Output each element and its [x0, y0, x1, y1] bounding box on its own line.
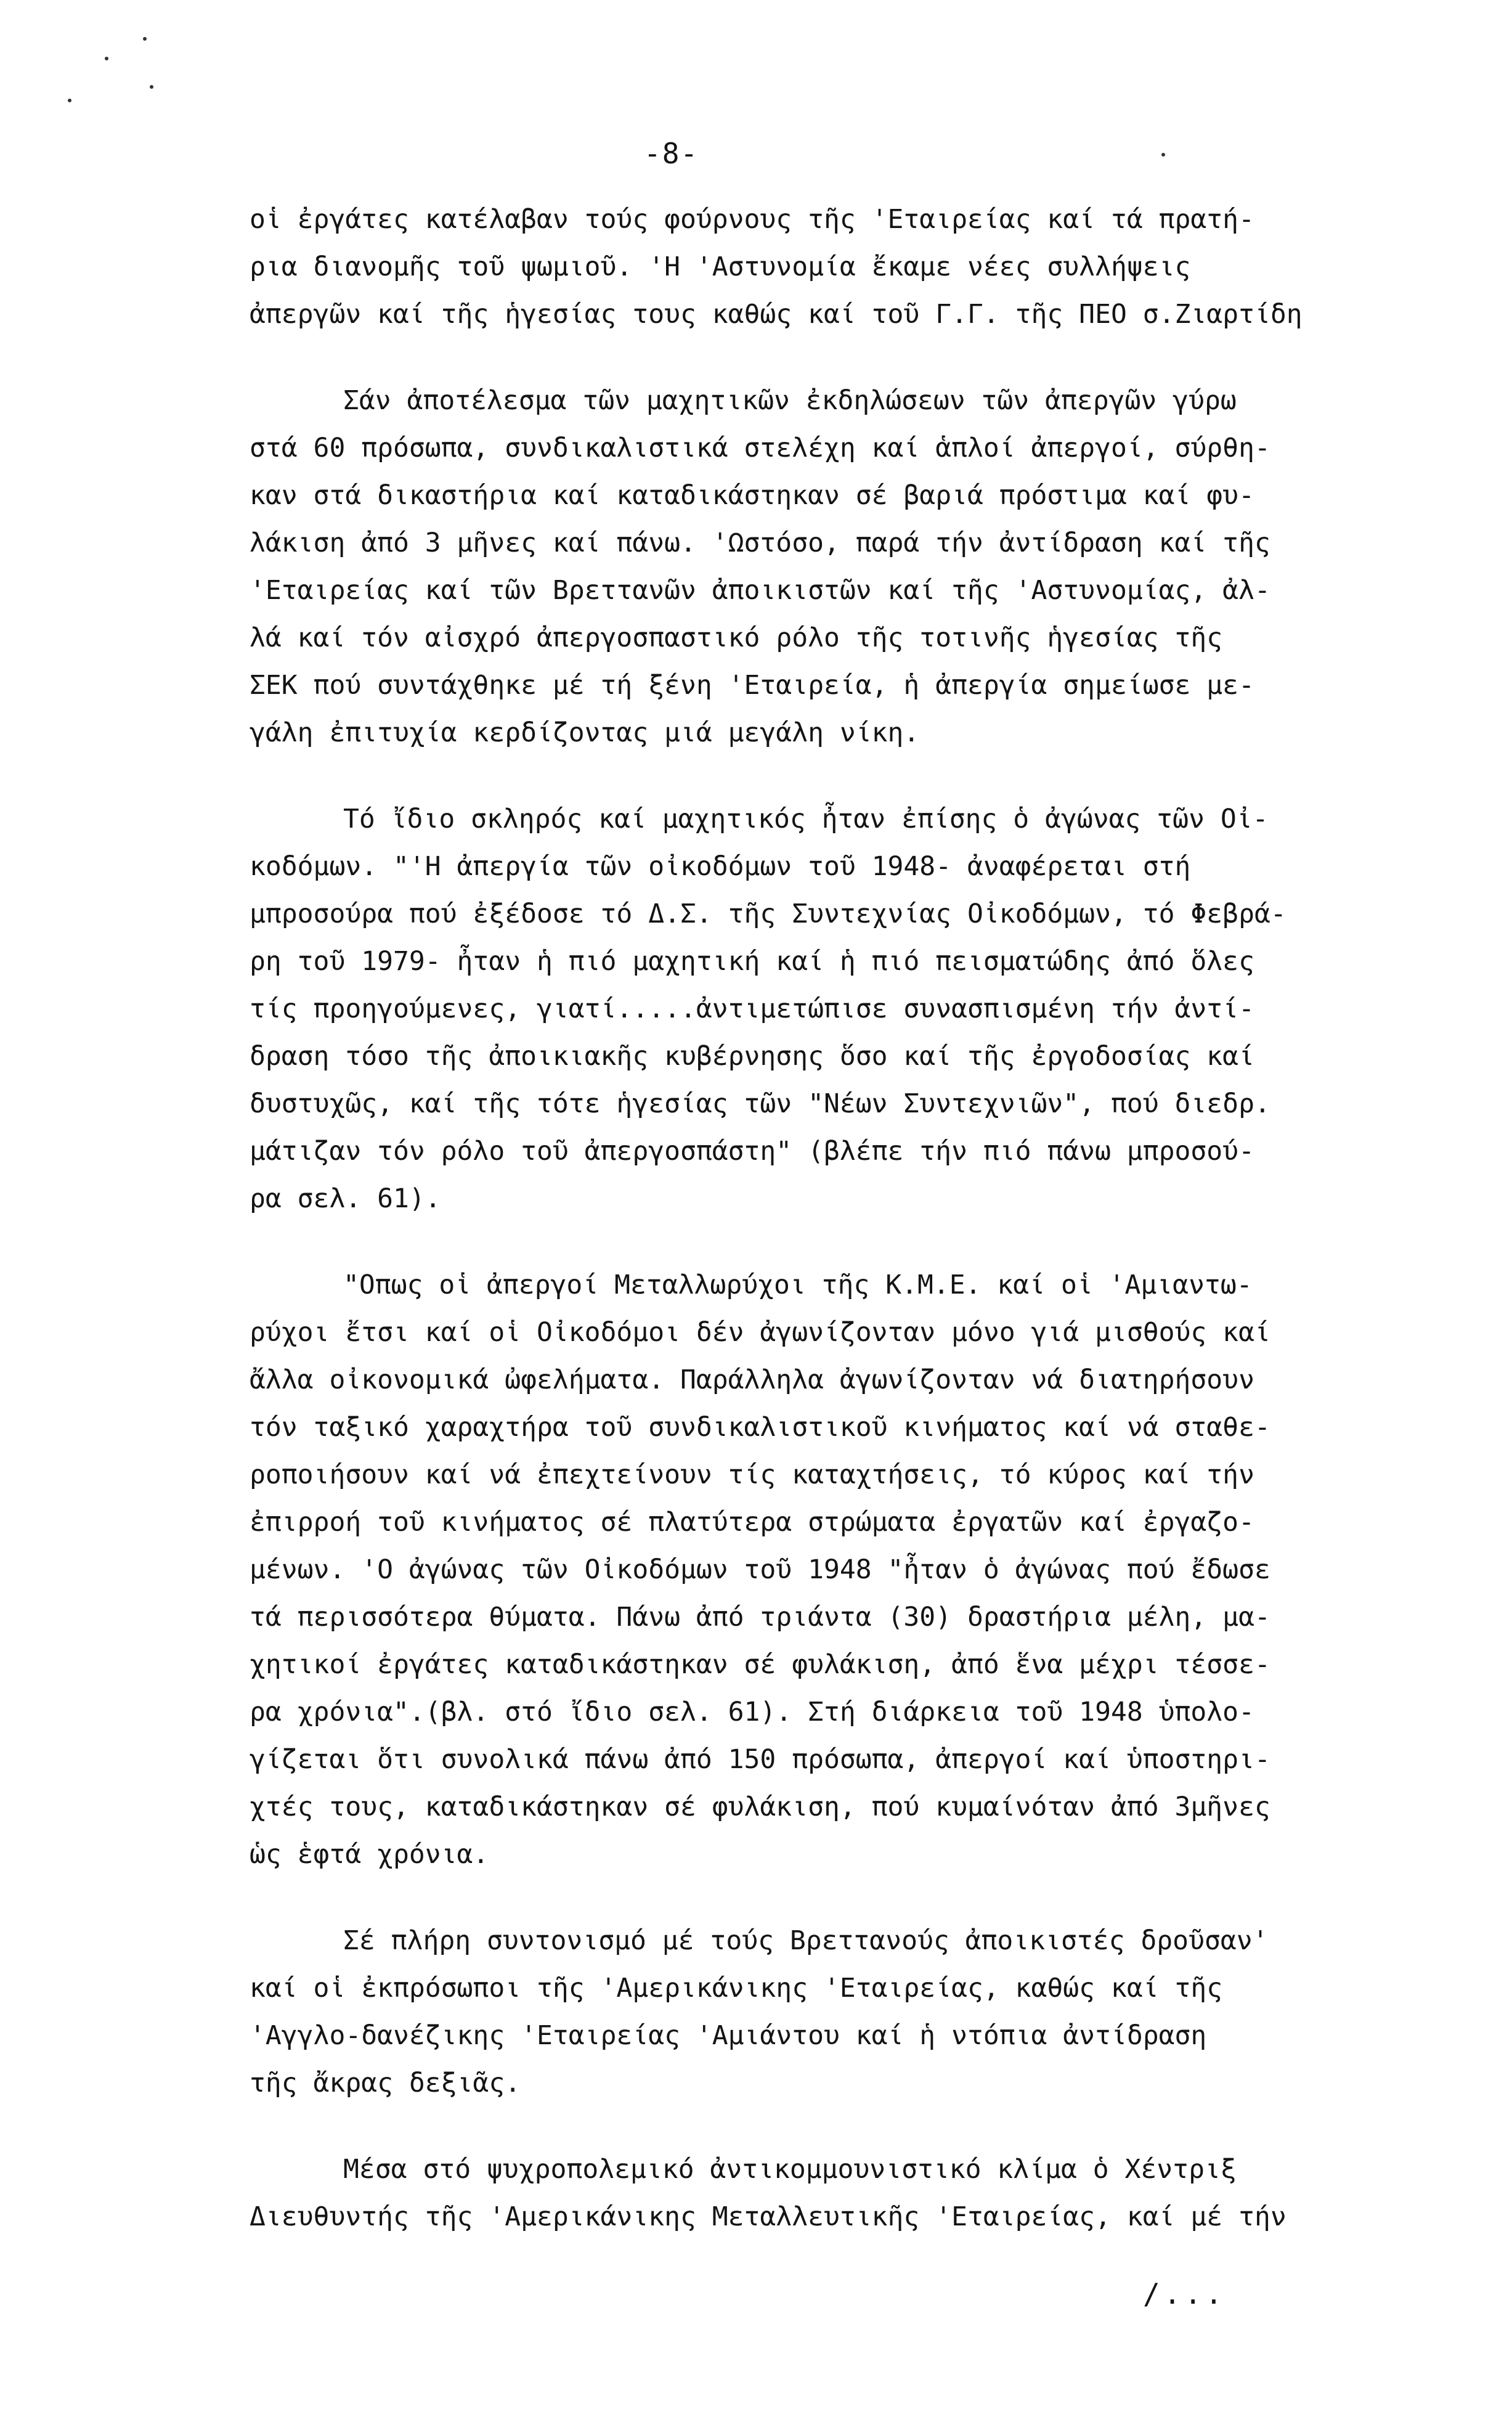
body-text: [250, 196, 1451, 2241]
text-line: μπροσούρα πού ἐξέδοσε τό Δ.Σ. τῆς Συντεχνίας Οἰκοδόμων, τό Φεβρά-: [250, 899, 1286, 929]
text-line: ἐπιρροή τοῦ κινήματος σέ πλατύτερα στρώματα ἐργατῶν καί ἐργαζο-: [250, 1507, 1254, 1538]
text-line: "Οπως οἱ ἀπεργοί Μεταλλωρύχοι τῆς Κ.Μ.Ε. καί οἱ 'Αμιαντω-: [343, 1270, 1253, 1300]
text-line: λάκιση ἀπό 3 μῆνες καί πάνω. 'Ωστόσο, παρά τήν ἀντίδραση καί τῆς: [250, 528, 1270, 558]
text-line: τόν ταξικό χαραχτήρα τοῦ συνδικαλιστικοῦ κινήματος καί νά σταθε-: [250, 1412, 1270, 1443]
paragraph-gap: [250, 757, 1451, 796]
text-line: Σάν ἀποτέλεσμα τῶν μαχητικῶν ἐκδηλώσεων τῶν ἀπεργῶν γύρω: [343, 385, 1237, 416]
paragraph-gap: [250, 1878, 1451, 1917]
text-line: ἄλλα οἰκονομικά ὠφελήματα. Παράλληλα ἀγωνίζονταν νά διατηρήσουν: [250, 1364, 1254, 1395]
text-line: μένων. 'Ο ἀγώνας τῶν Οἰκοδόμων τοῦ 1948 "ἦταν ὁ ἀγώνας πού ἔδωσε: [250, 1554, 1270, 1585]
scan-speck: [105, 57, 108, 60]
text-line: ἀπεργῶν καί τῆς ἡγεσίας τους καθώς καί τοῦ Γ.Γ. τῆς ΠΕΟ σ.Ζιαρτίδη: [250, 299, 1303, 330]
text-line: καν στά δικαστήρια καί καταδικάστηκαν σέ βαριά πρόστιμα καί φυ-: [250, 480, 1254, 511]
text-line: τῆς ἄκρας δεξιᾶς.: [250, 2068, 521, 2098]
text-line: δυστυχῶς, καί τῆς τότε ἡγεσίας τῶν "Νέων Συντεχνιῶν", πού διεδρ.: [250, 1088, 1270, 1119]
text-line: ὡς ἑφτά χρόνια.: [250, 1839, 489, 1870]
paragraph: [250, 1262, 1451, 1878]
scan-speck: [1161, 153, 1165, 157]
scan-speck: [68, 99, 71, 102]
text-line: μάτιζαν τόν ρόλο τοῦ ἀπεργοσπάστη" (βλέπε τήν πιό πάνω μπροσού-: [250, 1136, 1254, 1167]
paragraph-gap: [250, 1223, 1451, 1262]
paragraph-gap: [250, 2107, 1451, 2146]
text-line: ρια διανομῆς τοῦ ψωμιοῦ. 'Η 'Αστυνομία ἔκαμε νέες συλλήψεις: [250, 251, 1191, 282]
scan-speck: [150, 85, 153, 89]
text-line: τίς προηγούμενες, γιατί.....ἀντιμετώπισε συνασπισμένη τήν ἀντί-: [250, 993, 1254, 1024]
text-line: 'Αγγλο-δανέζικης 'Εταιρείας 'Αμιάντου καί ἡ ντόπια ἀντίδραση: [250, 2020, 1207, 2051]
paragraph: [250, 1917, 1451, 2107]
text-line: ρα χρόνια".(βλ. στό ἴδιο σελ. 61). Στή διάρκεια τοῦ 1948 ὑπολο-: [250, 1697, 1254, 1727]
text-line: κοδόμων. "'Η ἀπεργία τῶν οἰκοδόμων τοῦ 1948- ἀναφέρεται στή: [250, 851, 1191, 882]
text-line: ρα σελ. 61).: [250, 1183, 441, 1214]
text-line: ΣΕΚ πού συντάχθηκε μέ τή ξένη 'Εταιρεία, ἡ ἀπεργία σημείωσε με-: [250, 670, 1254, 701]
text-line: τά περισσότερα θύματα. Πάνω ἀπό τριάντα (30) δραστήρια μέλη, μα-: [250, 1602, 1270, 1633]
text-line: ροποιήσουν καί νά ἐπεχτείνουν τίς καταχτήσεις, τό κύρος καί τήν: [250, 1459, 1254, 1490]
paragraph: [250, 377, 1451, 757]
text-line: καί οἱ ἐκπρόσωποι τῆς 'Αμερικάνικης 'Εταιρείας, καθώς καί τῆς: [250, 1973, 1223, 2004]
text-line: δραση τόσο τῆς ἀποικιακῆς κυβέρνησης ὅσο καί τῆς ἐργοδοσίας καί: [250, 1041, 1254, 1072]
paragraph: [250, 2146, 1451, 2241]
text-line: ρη τοῦ 1979- ἦταν ἡ πιό μαχητική καί ἡ πιό πεισματώδης ἀπό ὅλες: [250, 946, 1254, 977]
paragraph-gap: [250, 338, 1451, 377]
text-line: γάλη ἐπιτυχία κερδίζοντας μιά μεγάλη νίκη.: [250, 717, 920, 748]
paragraph: [250, 196, 1451, 338]
text-line: χτές τους, καταδικάστηκαν σέ φυλάκιση, πού κυμαίνόταν ἀπό 3μῆνες: [250, 1792, 1270, 1822]
text-line: στά 60 πρόσωπα, συνδικαλιστικά στελέχη καί ἁπλοί ἀπεργοί, σύρθη-: [250, 433, 1270, 463]
paragraph: [250, 796, 1451, 1223]
text-line: Τό ἴδιο σκληρός καί μαχητικός ἦταν ἐπίσης ὁ ἀγώνας τῶν Οἰ-: [343, 804, 1269, 834]
scan-speck: [143, 37, 147, 41]
text-line: γίζεται ὅτι συνολικά πάνω ἀπό 150 πρόσωπα, ἀπεργοί καί ὑποστηρι-: [250, 1744, 1270, 1775]
continuation-mark: /...: [1143, 2277, 1226, 2310]
text-line: λά καί τόν αἰσχρό ἀπεργοσπαστικό ρόλο τῆς τοτινῆς ἡγεσίας τῆς: [250, 622, 1223, 653]
text-line: ρύχοι ἔτσι καί οἱ Οἰκοδόμοι δέν ἀγωνίζονταν μόνο γιά μισθούς καί: [250, 1317, 1270, 1348]
text-line: 'Εταιρείας καί τῶν Βρεττανῶν ἀποικιστῶν καί τῆς 'Αστυνομίας, ἀλ-: [250, 575, 1270, 606]
text-line: χητικοί ἐργάτες καταδικάστηκαν σέ φυλάκιση, ἀπό ἕνα μέχρι τέσσε-: [250, 1649, 1270, 1680]
text-line: Διευθυντής τῆς 'Αμερικάνικης Μεταλλευτικῆς 'Εταιρείας, καί μέ τήν: [250, 2201, 1286, 2232]
page-number: -8-: [644, 137, 699, 170]
text-line: οἱ ἐργάτες κατέλαβαν τούς φούρνους τῆς 'Εταιρείας καί τά πρατή-: [250, 204, 1254, 235]
text-line: Σέ πλήρη συντονισμό μέ τούς Βρεττανούς ἀποικιστές δροῦσαν': [343, 1925, 1269, 1956]
text-line: Μέσα στό ψυχροπολεμικό ἀντικομμουνιστικό κλίμα ὁ Χέντριξ: [343, 2154, 1237, 2185]
